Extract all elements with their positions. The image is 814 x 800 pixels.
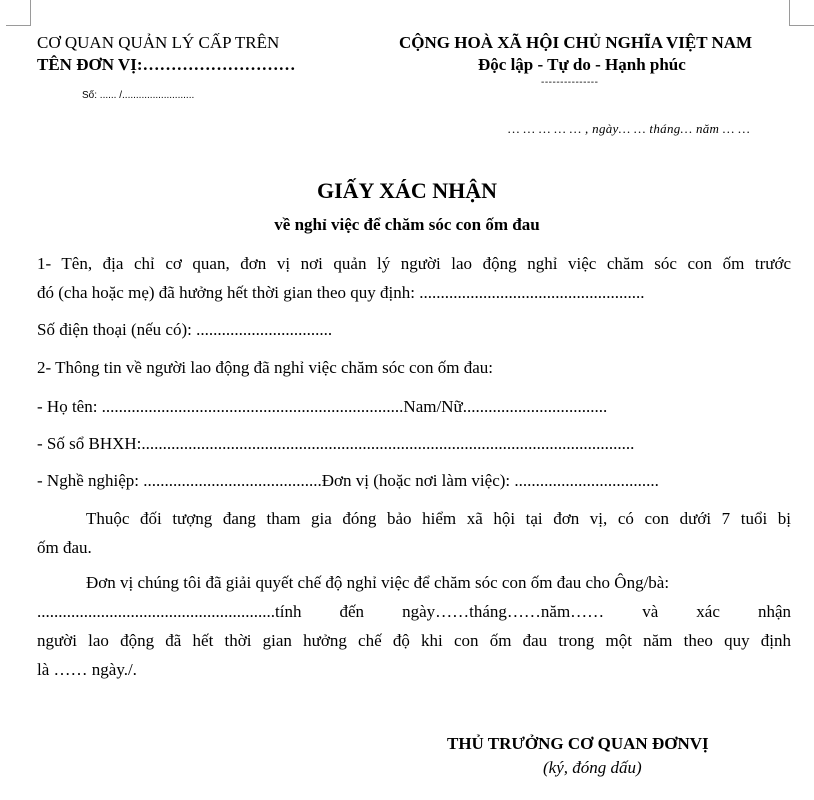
- agency-parent: CƠ QUAN QUẢN LÝ CẤP TRÊN: [37, 33, 280, 52]
- paragraph1-line1: Thuộc đối tượng đang tham gia đóng bảo hiểm xã hội tại đơn vị, có con dưới 7 tuổi bị: [86, 509, 791, 528]
- fullname-field: - Họ tên: .......................................................................Nam/Nữ..................................: [37, 397, 608, 416]
- section1-line1: 1- Tên, địa chỉ cơ quan, đơn vị nơi quản lý người lao động nghỉ việc chăm sóc con ốm trước: [37, 254, 791, 273]
- crop-mark-right-horizontal: [789, 25, 814, 26]
- signature-note: (ký, đóng dấu): [543, 758, 642, 777]
- document-title: GIẤY XÁC NHẬN: [316, 178, 498, 203]
- paragraph2-line3: người lao động đã hết thời gian hưởng chế độ khi con ốm đau trong một năm theo quy định: [37, 631, 791, 650]
- phone-line: Số điện thoại (nếu có): ................................: [37, 320, 333, 339]
- signature-title: THỦ TRƯỞNG CƠ QUAN ĐƠNVỊ: [447, 734, 709, 753]
- paragraph2-line1: Đơn vị chúng tôi đã giải quyết chế độ nghỉ việc để chăm sóc con ốm đau cho Ông/bà:: [86, 573, 670, 592]
- motto-underline: ---------------: [541, 77, 599, 88]
- section2-heading: 2- Thông tin về người lao động đã nghỉ việc chăm sóc con ốm đau:: [37, 358, 494, 377]
- paragraph2-line2: ........................................................tính đến ngày……tháng……năm…… và xác nhận: [37, 602, 791, 621]
- document-subtitle: về nghỉ việc để chăm sóc con ốm đau: [274, 215, 540, 234]
- crop-mark-right-vertical: [789, 0, 790, 26]
- country-name: CỘNG HOÀ XÃ HỘI CHỦ NGHĨA VIỆT NAM: [399, 33, 753, 52]
- section1-line2: đó (cha hoặc mẹ) đã hưởng hết thời gian theo quy định: .....................................................: [37, 283, 645, 302]
- crop-mark-left-horizontal: [6, 25, 31, 26]
- paragraph1-line2: ốm đau.: [37, 538, 92, 557]
- paragraph2-line4: là …… ngày./.: [37, 660, 137, 679]
- motto: Độc lập - Tự do - Hạnh phúc: [478, 55, 686, 74]
- job-field: - Nghề nghiệp: ..........................................Đơn vị (hoặc nơi làm việc): ..................................: [37, 471, 659, 490]
- unit-name: TÊN ĐƠN VỊ:………………………: [37, 55, 296, 74]
- document-number: Số: ...... /..........................: [82, 90, 195, 101]
- date-line: … … … … … , ngày… … tháng… năm … …: [508, 121, 751, 136]
- crop-mark-left-vertical: [30, 0, 31, 26]
- bhxh-field: - Số sổ BHXH:....................................................................................................................: [37, 434, 635, 453]
